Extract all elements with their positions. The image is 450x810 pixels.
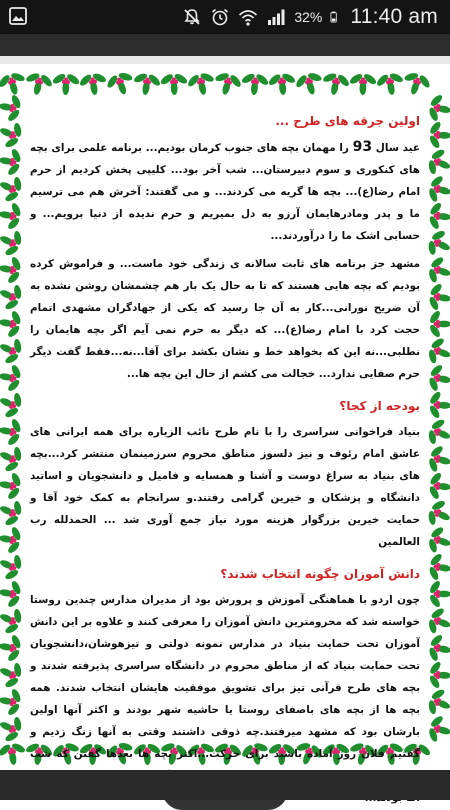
holly-leaf-icon [184, 69, 218, 98]
holly-leaf-icon [0, 386, 27, 422]
holly-leaf-icon [426, 281, 450, 314]
section-heading: دانش آموزان چگونه انتخاب شدند؟ [220, 567, 420, 581]
holly-leaf-icon [423, 415, 450, 451]
page-separator [0, 56, 450, 64]
holly-leaf-icon [239, 71, 270, 96]
holly-leaf-icon [0, 685, 24, 718]
holly-leaf-icon [103, 68, 138, 99]
holly-leaf-icon [51, 72, 81, 96]
holly-leaf-icon [424, 604, 450, 640]
holly-leaf-icon [0, 740, 28, 767]
holly-leaf-icon [427, 660, 450, 691]
holly-leaf-icon [424, 523, 450, 558]
holly-leaf-icon [427, 390, 450, 421]
holly-leaf-icon [266, 71, 298, 97]
holly-leaf-icon [0, 494, 27, 530]
section-paragraph: چون اردو با هماهنگی آموزش و پرورش بود از مدیران مدارس چندین روستا خواسته شد که محرومترین دانش آموزان را معرفی کنند و علاوه بر این دانش آموزان تحت حمایت بنیاد در مدارس نمونه دولتی و تیزهوشان،دانشجویان تحت حمایت بنیاد که از مناطق محروم در دانشگاه سراسری پذیرفته شدند و بچه های طرح قرآنی تیز برای تشویق موفقیت هایشان انتخاب شدند. همه بچه ها از بچه های باصفای روستا یا حاشیه شهر بودند و اکثر آنها اولین بارشان بود که مشهد میرفتند.چه ذوقی داشتند وقتی به آنها زنگ زدیم و گفتیم فلان روز آماده باشید برای حرکت...اکثر بچه ها بعدها گفتن که شب [30, 594, 420, 760]
viewer-top-bar [0, 34, 450, 56]
holly-leaf-icon [0, 69, 30, 99]
holly-leaf-icon [0, 91, 24, 124]
holly-leaf-icon [423, 495, 450, 532]
holly-leaf-icon [427, 470, 450, 502]
holly-leaf-icon [0, 278, 27, 314]
holly-leaf-icon [428, 309, 450, 338]
holly-leaf-icon [0, 332, 27, 368]
holly-leaf-icon [425, 442, 450, 476]
holly-leaf-icon [348, 72, 378, 95]
status-icons [182, 0, 438, 34]
holly-leaf-icon [0, 631, 24, 664]
holly-leaf-icon [424, 334, 450, 370]
mute-icon [182, 7, 202, 27]
holly-leaf-icon [425, 632, 450, 665]
holly-leaf-icon [0, 656, 27, 692]
holly-leaf-icon [0, 361, 24, 394]
holly-leaf-icon [0, 710, 27, 746]
holly-leaf-icon [159, 72, 189, 96]
battery-icon [330, 7, 342, 27]
section-paragraph: عید سال 93 را مهمان بچه های جنوب کرمان بودیم... برنامه علمی برای بچه های کنکوری و سوم دبیرستان... شب آخر بود... کلیپی پخش کردیم از حرم امام رضا(ع)... بچه ها گریه می کردند... و می گفتند: آخرش هم می ترسیم ما و پدر ومادرهایمان آرزو به دل بمیریم و حرم ندیده از دنیا برویم... و حسابی اشک ما را درآوردند... [30, 139, 420, 242]
section-paragraph: بنیاد فراخوانی سراسری را با نام طرح نائب الزیاره برای همه ایرانی های عاشق امام رئوف و نیز دلسوز مناطق محروم سرزمینمان منتشر کرد...بچه های بنیاد به سراغ دوست و آشنا و همسایه و فامیل و دانشجویان و اساتید دانشگاه و پزشکان و خیرین گرامی رفتند.و سرانجام به کمک خود آقا و حمایت خیرین بزرگوار هزینه مورد نیاز جمع آوری شد ... الحمدلله رب العالمین [30, 426, 420, 548]
holly-leaf-icon [130, 70, 163, 97]
holly-leaf-icon [0, 469, 24, 502]
holly-leaf-icon [427, 200, 450, 232]
holly-leaf-icon [0, 145, 24, 178]
holly-leaf-icon [425, 92, 450, 125]
article-content [30, 106, 420, 760]
holly-leaf-icon [374, 70, 407, 98]
holly-leaf-icon [425, 172, 450, 206]
holly-leaf-icon [0, 253, 24, 286]
holly-leaf-icon [319, 69, 352, 97]
alarm-icon [210, 7, 230, 27]
image-icon [9, 7, 27, 25]
holly-leaf-icon [424, 253, 450, 288]
holly-leaf-icon [0, 440, 27, 476]
holly-leaf-icon [0, 548, 27, 584]
holly-leaf-icon [22, 69, 56, 98]
section-heading: اولین جرقه های طرح ... [275, 114, 420, 128]
holly-leaf-icon [399, 68, 434, 99]
holly-leaf-icon [0, 307, 24, 340]
holly-leaf-icon [77, 70, 110, 97]
holly-leaf-icon [0, 116, 27, 152]
wifi-icon [238, 7, 258, 27]
holly-leaf-icon [0, 170, 27, 206]
clock: 11:40 am [350, 5, 438, 28]
holly-leaf-icon [0, 224, 27, 260]
holly-leaf-icon [0, 602, 27, 638]
section-heading: بودجه از کجا؟ [339, 399, 420, 413]
holly-leaf-icon [423, 225, 450, 262]
document-page[interactable] [0, 64, 450, 770]
holly-leaf-icon [0, 415, 24, 448]
viewer-bottom-bar [0, 770, 450, 800]
holly-leaf-icon [426, 551, 450, 584]
holly-leaf-icon [292, 68, 327, 98]
holly-leaf-icon [425, 712, 450, 746]
status-bar [0, 0, 450, 34]
holly-leaf-icon [210, 69, 245, 99]
holly-leaf-icon [423, 145, 450, 181]
holly-leaf-icon [425, 362, 450, 395]
holly-leaf-icon [427, 120, 450, 151]
holly-leaf-icon [428, 579, 450, 608]
holly-leaf-icon [0, 577, 24, 610]
holly-leaf-icon [0, 523, 24, 556]
section-paragraph: مشهد جز برنامه های ثابت سالانه ی زندگی خود ماست... و فراموش کرده بودیم که بچه هایی هستند که تا به حال یک بار هم چشمشان روشن نشده به آن ضریح نورانی...کار به آن جا رسید که یکی از جهادگران مشهدی اتمام حجت کرد با امام رضا(ع)... که دیگر به حرم نمی آیم اگر بچه هایمان را نطلبی...نه این که بخواهد خط و نشان بکشد برای آقا...نه...فقط گفت دیگر حرم صفایی ندارد... خجالت می کشم از حال این بچه ها... [30, 258, 420, 380]
battery-percent: 32% [294, 9, 323, 25]
holly-leaf-icon [0, 199, 24, 232]
signal-icon [266, 7, 286, 27]
holly-leaf-icon [423, 685, 450, 721]
